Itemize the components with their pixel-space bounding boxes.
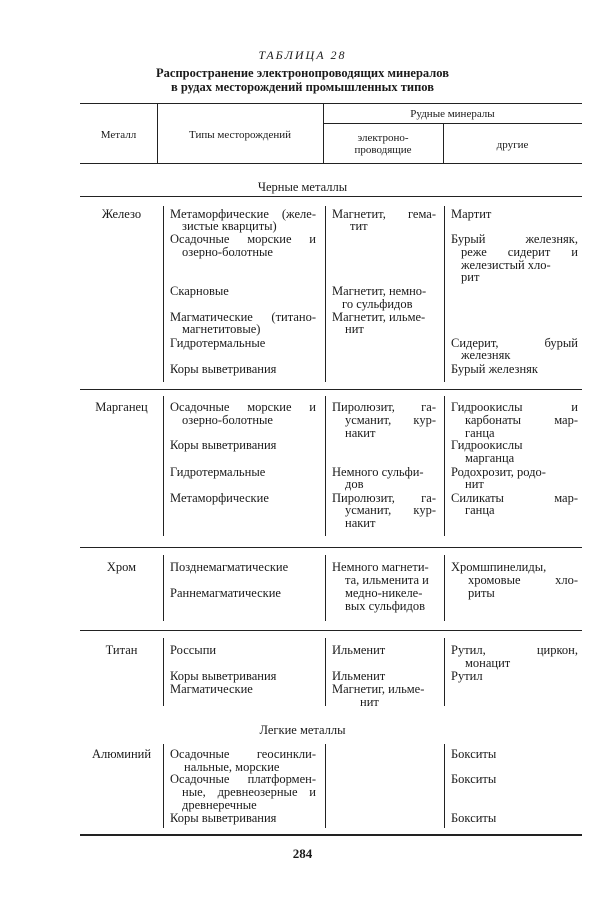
deposit-text: магнетитовые) [182, 322, 261, 336]
conductive-text: Магнетит, ильме- [332, 310, 426, 324]
other-text: Бокситы [451, 747, 497, 761]
page-number: 284 [292, 846, 313, 861]
conductive-text: накит [345, 516, 376, 530]
titanium-divider-2 [325, 638, 326, 706]
conductive-text: Немного сульфи- [332, 465, 424, 479]
other-text: ганца [465, 503, 495, 517]
conductive-text: нит [345, 322, 364, 336]
header-ore-minerals: Рудные минералы [410, 108, 495, 120]
section-ferrous-metals: Черные металлы [257, 180, 348, 194]
table-bottom-rule [80, 834, 582, 836]
deposit-text: Осадочные морские и [170, 400, 316, 414]
conductive-text: тит [350, 219, 368, 233]
other-text: рит [461, 270, 480, 284]
other-text: реже сидерит и [461, 245, 578, 259]
other-text: Рутил [451, 669, 483, 683]
conductive-text: Немного магнети- [332, 560, 429, 574]
deposit-text: Магматические [170, 682, 253, 696]
deposit-text: древнеречные [182, 798, 257, 812]
conductive-text: та, ильменита и [345, 573, 429, 587]
conductive-text: Магнетит, гема- [332, 207, 436, 221]
header-sub-rule [323, 123, 582, 124]
other-text: карбонаты мар- [465, 413, 578, 427]
other-text: Бокситы [451, 811, 497, 825]
deposit-text: Коры выветривания [170, 669, 277, 683]
other-text: Мартит [451, 207, 492, 221]
other-text: марганца [465, 451, 515, 465]
iron-divider-2 [325, 206, 326, 382]
conductive-text: го сульфидов [342, 297, 413, 311]
header-deposit-types: Типы месторождений [189, 129, 291, 141]
titanium-divider-3 [444, 638, 445, 706]
conductive-text: Ильменит [332, 669, 386, 683]
chromium-divider-3 [444, 555, 445, 621]
titanium-divider-1 [163, 638, 164, 706]
other-text: хромовые хло- [468, 573, 578, 587]
conductive-text: Пиролюзит, га- [332, 491, 436, 505]
iron-divider-3 [444, 206, 445, 382]
deposit-text: Скарновые [170, 284, 229, 298]
section-light-metals: Легкие металлы [259, 723, 346, 737]
other-text: ганца [465, 426, 495, 440]
deposit-text: Гидротермальные [170, 465, 266, 479]
iron-bottom-rule [80, 389, 582, 390]
manganese-divider-2 [325, 396, 326, 536]
conductive-text: накит [345, 426, 376, 440]
deposit-text: Россыпи [170, 643, 217, 657]
header-others: другие [496, 139, 529, 151]
table-title [0, 66, 605, 94]
other-text: железистый хло- [461, 258, 551, 272]
deposit-text: Осадочные геосинкли- [170, 747, 316, 761]
other-text: Бурый железняк, [451, 232, 578, 246]
metal-titanium: Титан [105, 643, 138, 657]
manganese-divider-1 [163, 396, 164, 536]
manganese-bottom-rule [80, 547, 582, 548]
conductive-text: Магнетит, немно- [332, 284, 427, 298]
conductive-text: усманит, кур- [345, 413, 436, 427]
deposit-text: ные, древнеозерные и [182, 785, 316, 799]
deposit-text: Осадочные платформен- [170, 772, 316, 786]
metal-manganese: Марганец [95, 400, 148, 414]
other-text: Бокситы [451, 772, 497, 786]
conductive-text: Магнетиг, ильме- [332, 682, 425, 696]
deposit-text: Осадочные морские и [170, 232, 316, 246]
metal-chromium: Хром [106, 560, 137, 574]
deposit-text: Раннемагматические [170, 586, 281, 600]
iron-divider-1 [163, 206, 164, 382]
deposit-text: озерно-болотные [182, 245, 273, 259]
other-text: Родохрозит, родо- [451, 465, 546, 479]
section-rule-ferrous [80, 196, 582, 197]
other-text: Сидерит, бурый [451, 336, 578, 350]
deposit-text: нальные, морские [184, 760, 280, 774]
deposit-text: озерно-болотные [182, 413, 273, 427]
deposit-text: Магматические (титано- [170, 310, 316, 324]
title-line-1: Распространение электронопроводящих минералов [156, 66, 449, 80]
aluminum-divider-1 [163, 744, 164, 828]
deposit-text: Метаморфические (желе- [170, 207, 316, 221]
chromium-bottom-rule [80, 630, 582, 631]
deposit-text: Гидротермальные [170, 336, 266, 350]
aluminum-divider-2 [325, 744, 326, 828]
conductive-text: медно-никеле- [345, 586, 423, 600]
conductive-text: Ильменит [332, 643, 386, 657]
header-conductive [323, 132, 443, 156]
title-line-2: в рудах месторождений промышленных типов [171, 80, 434, 94]
header-conductive-line-2: проводящие [354, 144, 412, 156]
other-text: Хромшпинелиды, [451, 560, 547, 574]
other-text: Рутил, циркон, [451, 643, 578, 657]
header-metal: Металл [100, 129, 137, 141]
conductive-text: Пиролюзит, га- [332, 400, 436, 414]
conductive-text: нит [360, 695, 379, 709]
deposit-text: Позднемагматические [170, 560, 289, 574]
deposit-text: Коры выветривания [170, 438, 277, 452]
conductive-text: вых сульфидов [345, 599, 425, 613]
metal-iron: Железо [101, 207, 142, 221]
other-text: Бурый железняк [451, 362, 538, 376]
table-label: ТАБЛИЦА 28 [258, 48, 347, 62]
chromium-divider-1 [163, 555, 164, 621]
chromium-divider-2 [325, 555, 326, 621]
metal-aluminum: Алюминий [91, 747, 152, 761]
conductive-text: дов [345, 477, 364, 491]
other-text: Силикаты мар- [451, 491, 578, 505]
top-rule [80, 103, 582, 104]
deposit-text: зистые кварциты) [182, 219, 277, 233]
conductive-text: усманит, кур- [345, 503, 436, 517]
other-text: риты [468, 586, 495, 600]
deposit-text: Метаморфические [170, 491, 269, 505]
deposit-text: Коры выветривания [170, 811, 277, 825]
header-conductive-line-1: электроно- [357, 132, 409, 144]
other-text: нит [465, 477, 484, 491]
manganese-divider-3 [444, 396, 445, 536]
other-text: Гидроокислы [451, 438, 523, 452]
other-text: железняк [461, 348, 511, 362]
header-bottom-rule [80, 163, 582, 164]
other-text: монацит [465, 656, 511, 670]
other-text: Гидроокислы и [451, 400, 578, 414]
deposit-text: Коры выветривания [170, 362, 277, 376]
aluminum-divider-3 [444, 744, 445, 828]
